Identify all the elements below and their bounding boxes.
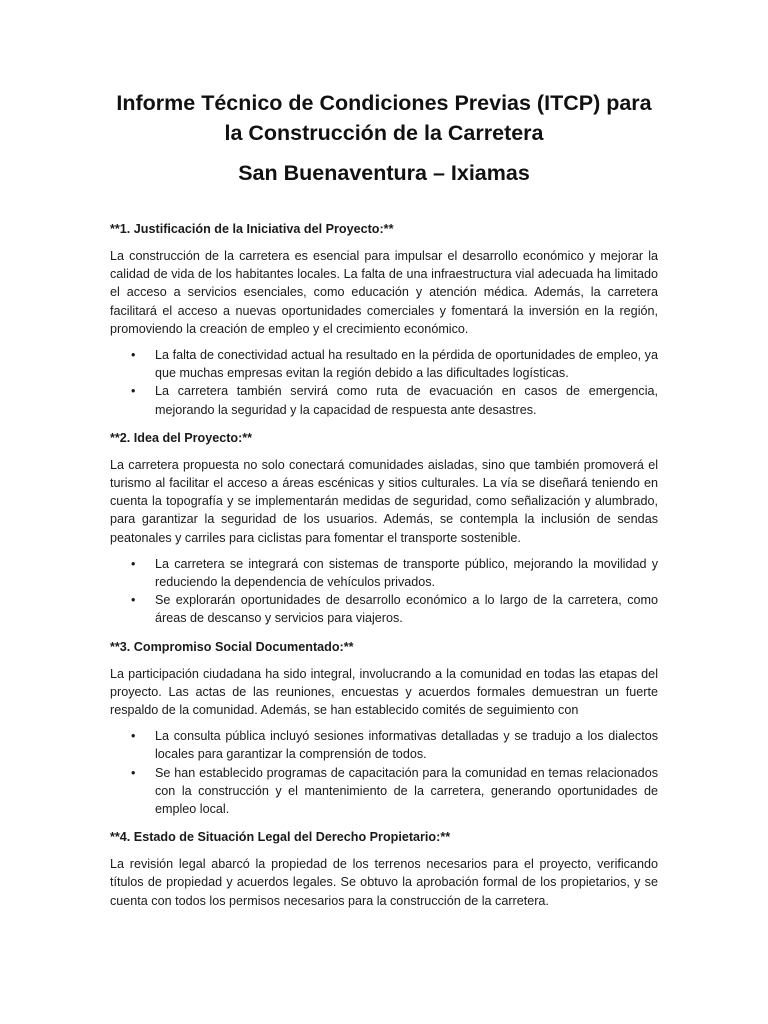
section-situacion-legal [110, 828, 658, 910]
section-paragraph: La carretera propuesta no solo conectará comunidades aisladas, sino que también promoverá el turismo al facilitar el acceso a áreas escénicas y sitios culturales. La vía se diseñará teniendo en cuenta la topografía y se implementarán medidas de seguridad, como señalización y alumbrado, para garantizar la seguridad de los usuarios. Además, se contempla la inclusión de sendas peatonales y carriles para ciclistas para fomentar el transporte sostenible. [110, 457, 658, 545]
bullet-icon: • [131, 348, 136, 363]
section-idea [110, 429, 658, 628]
section-heading: **1. Justificación de la Iniciativa del Proyecto:** [110, 222, 394, 236]
bullet-item [110, 591, 658, 627]
bullet-icon: • [131, 384, 136, 399]
document-title: Informe Técnico de Condiciones Previas (ITCP) para la Construcción de la Carretera [116, 91, 652, 145]
bullet-item [110, 382, 658, 418]
bullet-icon: • [131, 729, 136, 744]
section-heading: **4. Estado de Situación Legal del Derecho Propietario:** [110, 830, 451, 845]
bullet-text: La carretera también servirá como ruta de evacuación en casos de emergencia, mejorando la seguridad y la capacidad de respuesta ante desastres. [155, 384, 658, 417]
bullet-list [110, 727, 658, 818]
section-paragraph: La construcción de la carretera es esencial para impulsar el desarrollo económico y mejorar la calidad de vida de los habitantes locales. La falta de una infraestructura vial adecuada ha limitado el acceso a servicios esenciales, como educación y atención médica. Además, la carretera facilitará el acceso a nuevas oportunidades comerciales y fomentará la inversión en la región, promoviendo la creación de empleo y el crecimiento económico. [110, 249, 658, 336]
bullet-icon: • [131, 765, 136, 780]
bullet-text: La consulta pública incluyó sesiones informativas detalladas y se tradujo a los dialectos locales para garantizar la comprensión de todos. [155, 729, 658, 762]
bullet-item [110, 346, 658, 382]
bullet-item [110, 764, 658, 819]
bullet-text: Se han establecido programas de capacitación para la comunidad en temas relacionados con la construcción y el mantenimiento de la carretera, generando oportunidades de empleo local. [155, 765, 658, 817]
section-heading: **2. Idea del Proyecto:** [110, 430, 253, 445]
bullet-item [110, 727, 658, 763]
section-heading: **3. Compromiso Social Documentado:** [110, 639, 354, 654]
bullet-text: La carretera se integrará con sistemas de transporte público, mejorando la movilidad y reduciendo la dependencia de vehículos privados. [155, 556, 658, 590]
bullet-item [110, 555, 658, 591]
bullet-list [110, 346, 658, 419]
bullet-text: Se explorarán oportunidades de desarrollo económico a lo largo de la carretera, como áreas de descanso y servicios para viajeros. [155, 593, 658, 626]
section-justificacion [110, 220, 658, 419]
section-paragraph: La revisión legal abarcó la propiedad de los terrenos necesarios para el proyecto, verificando títulos de propiedad y acuerdos legales. Se obtuvo la aprobación formal de los propietarios, y se cuenta con todos los permisos necesarios para la construcción de la carretera. [110, 857, 658, 908]
bullet-text: La falta de conectividad actual ha resultado en la pérdida de oportunidades de empleo, ya que muchas empresas evitan la región debido a las dificultades logísticas. [155, 348, 658, 381]
document-subtitle: San Buenaventura – Ixiamas [238, 161, 530, 185]
section-paragraph: La participación ciudadana ha sido integral, involucrando a la comunidad en todas las etapas del proyecto. Las actas de las reuniones, encuestas y acuerdos formales demuestran un fuerte respaldo de la comunidad. Además, se han establecido comités de seguimiento con [110, 666, 658, 718]
bullet-list [110, 555, 658, 628]
section-compromiso-social [110, 638, 658, 819]
bullet-icon: • [131, 556, 136, 571]
bullet-icon: • [131, 593, 136, 608]
